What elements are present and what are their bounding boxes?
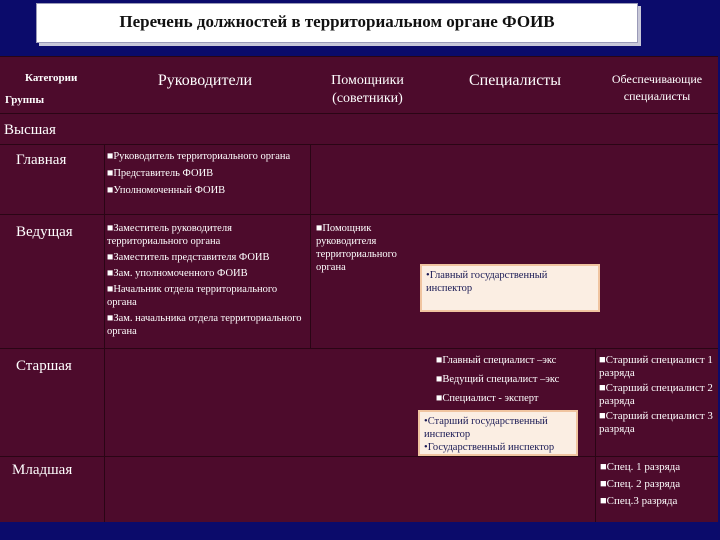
list-item: ■Представитель ФОИВ [107,168,214,179]
list-item: ■Старший специалист 2 разряда [599,382,713,407]
row-divider-main [0,214,718,215]
list-item: ■Руководитель территориального органа [107,151,291,162]
header-divider [0,113,718,114]
row-label-highest: Высшая [4,122,56,138]
header-col-specialists: Специалисты [468,72,562,89]
col-divider-2 [310,144,311,348]
bottom-band [0,522,720,540]
list-item: ■Главный специалист –экс [436,355,557,366]
cell-senior-specialists [436,354,594,405]
page-title: Перечень должностей в территориальном органе ФОИВ [119,12,555,31]
row-label-leading: Ведущая [16,224,73,240]
list-item: ■Спец.3 разряда [600,495,678,507]
list-item: ■Зам. уполномоченного ФОИВ [107,268,248,279]
row-label-senior: Старшая [16,358,72,374]
row-divider-highest [0,144,718,145]
header-col-leaders: Руководители [157,72,253,89]
list-item: ■Уполномоченный ФОИВ [107,185,226,196]
senior-specialists-box [418,410,578,456]
row-label-main: Главная [16,152,67,168]
cell-main-leaders [107,150,307,197]
cell-senior-support [599,354,715,436]
cell-leading-leaders [107,222,307,338]
list-item: ■Зам. начальника отдела территориального органа [107,313,302,337]
list-item: ■Заместитель руководителя территориального органа [107,223,232,247]
header-categories: Категории [25,72,78,84]
list-item: ■Старший специалист 3 разряда [599,410,713,435]
cell-leading-assistants [316,222,408,274]
header-col-assistants: Помощники (советники) [331,73,404,106]
list-item: ■Старший специалист 1 разряда [599,354,713,379]
row-divider-leading [0,348,718,349]
list-item: •Главный государственный инспектор [426,270,548,294]
list-item: ■Спец. 1 разряда [600,461,681,473]
list-item: •Старший государственный инспектор [424,416,548,440]
row-label-junior: Младшая [12,462,73,478]
cell-junior-support [600,461,716,508]
positions-table [0,56,718,522]
list-item: ■Ведущий специалист –экс [436,374,560,385]
col-divider-1 [104,144,105,522]
header-groups: Группы [5,94,45,106]
title-box [36,3,638,43]
table-top-line [0,56,718,57]
list-item: ■Заместитель представителя ФОИВ [107,252,270,263]
row-divider-senior [0,456,718,457]
list-item: ■Спец. 2 разряда [600,478,681,490]
list-item: ■Специалист - эксперт [436,393,539,404]
list-item: •Государственный инспектор [424,442,555,453]
col-divider-3 [595,348,596,522]
leading-specialists-box [420,264,600,312]
header-col-support: Обеспечивающие специалисты [611,72,703,103]
list-item: ■Начальник отдела территориального органа [107,284,278,308]
list-item: ■Помощник руководителя территориального органа [316,223,397,273]
